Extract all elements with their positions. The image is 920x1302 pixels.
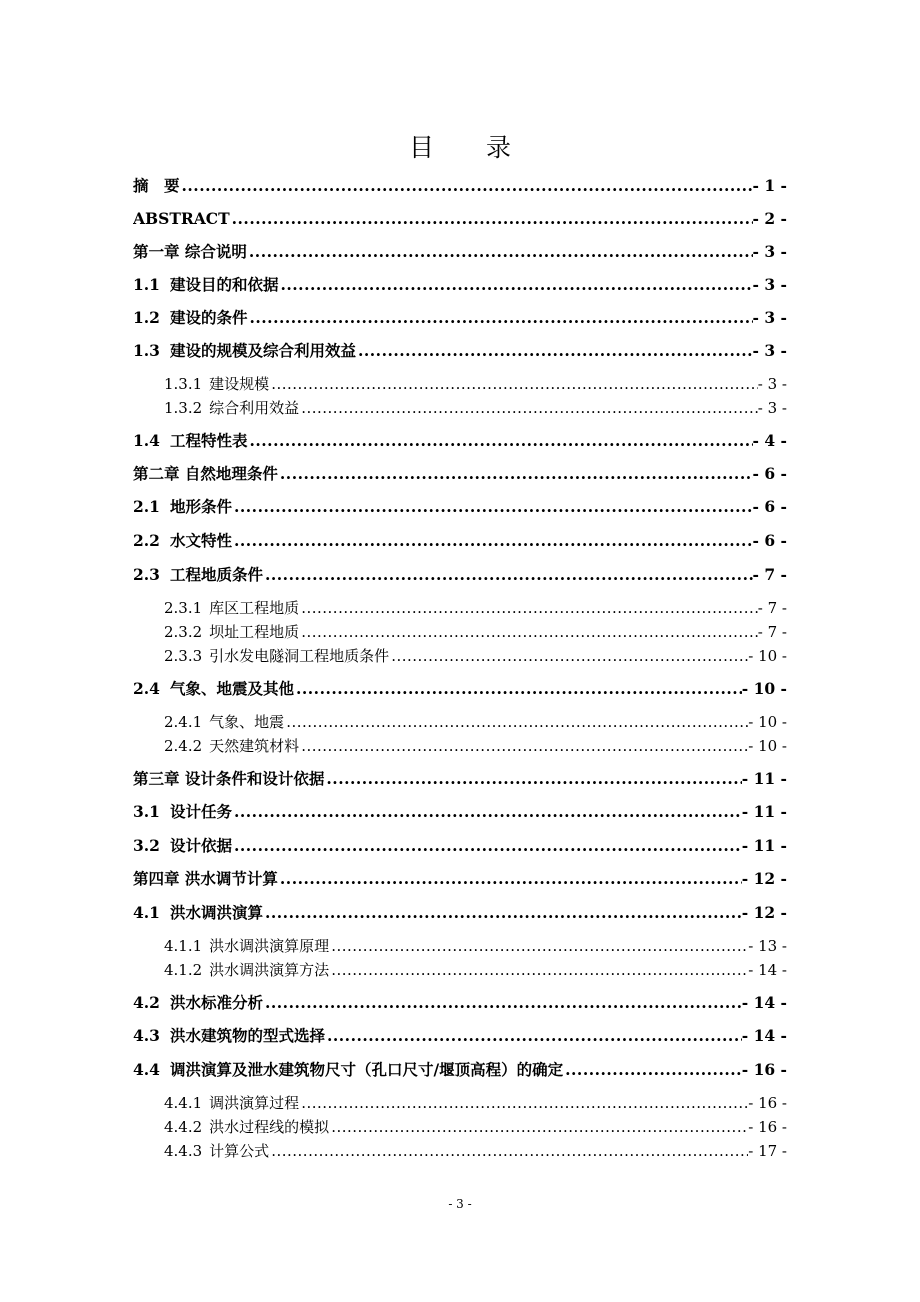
toc-entry-title: 水文特性: [169, 531, 232, 550]
toc-entry-title: 建设的规模及综合利用效益: [169, 341, 356, 360]
toc-dot-leader: [331, 1116, 748, 1138]
toc-dot-leader: [565, 1059, 742, 1081]
toc-dot-leader: [182, 175, 753, 197]
toc-subentry[interactable]: [164, 1092, 787, 1114]
toc-entry-label: [164, 373, 269, 395]
toc-page-number: - 3 -: [757, 375, 787, 393]
toc-subentry[interactable]: [164, 645, 787, 667]
toc-entry-label: [133, 678, 294, 700]
toc-entry[interactable]: [133, 340, 787, 362]
toc-entry-number: 4.4.3: [164, 1142, 203, 1160]
toc-page-number: - 1 -: [752, 176, 787, 195]
toc-entry-title: 综合利用效益: [209, 399, 300, 417]
toc-entry-title: 洪水调洪演算原理: [209, 937, 330, 955]
toc-subentry[interactable]: [164, 373, 787, 395]
toc-entry-number: 1.1: [133, 275, 160, 294]
toc-entry-label: [133, 307, 247, 329]
toc-entry-title: 建设规模: [209, 375, 270, 393]
toc-entry-number: 2.2: [133, 531, 160, 550]
toc-page-number: - 14 -: [741, 1026, 787, 1045]
toc-entry[interactable]: [133, 768, 787, 790]
toc-entry-label: [133, 835, 232, 857]
toc-dot-leader: [271, 1140, 748, 1162]
toc-dot-leader: [234, 530, 753, 552]
toc-entry[interactable]: [133, 241, 787, 263]
toc-page-number: - 3 -: [752, 275, 787, 294]
toc-entry-label: [133, 564, 263, 586]
toc-entry-number: 2.4.2: [164, 737, 203, 755]
toc-entry[interactable]: [133, 1059, 787, 1081]
toc-entry-title: 摘 要: [133, 176, 180, 195]
toc-entry[interactable]: [133, 564, 787, 586]
toc-dot-leader: [249, 307, 752, 329]
toc-entry-title: 洪水调洪演算: [169, 903, 263, 922]
toc-entry-label: [133, 1059, 563, 1081]
toc-entry-title: 设计依据: [169, 836, 232, 855]
toc-entry-label: [133, 208, 230, 230]
toc-entry-title: 工程特性表: [169, 431, 248, 450]
toc-entry-number: 2.3.2: [164, 623, 203, 641]
toc-entry-number: 3.2: [133, 836, 160, 855]
toc-entry-label: [133, 463, 278, 485]
toc-subentry[interactable]: [164, 1140, 787, 1162]
toc-entry-label: [164, 597, 299, 619]
toc-entry-label: [164, 621, 299, 643]
toc-page-number: - 16 -: [748, 1094, 787, 1112]
toc-entry[interactable]: [133, 175, 787, 197]
toc-entry-title: 第二章 自然地理条件: [133, 464, 278, 483]
toc-subentry[interactable]: [164, 935, 787, 957]
toc-dot-leader: [234, 801, 742, 823]
toc-dot-leader: [296, 678, 742, 700]
toc-dot-leader: [280, 868, 742, 890]
toc-dot-leader: [326, 768, 741, 790]
toc-page-number: - 6 -: [752, 497, 787, 516]
toc-entry-label: [133, 241, 247, 263]
toc-entry-number: 1.3: [133, 341, 160, 360]
toc-entry-title: 设计任务: [169, 802, 232, 821]
toc-entry-number: 2.3.3: [164, 647, 203, 665]
toc-entry-label: [164, 1092, 299, 1114]
toc-entry-number: 4.4: [133, 1060, 160, 1079]
toc-entry-title: 建设目的和依据: [169, 275, 279, 294]
toc-entry-label: [133, 902, 263, 924]
toc-entry-label: [133, 430, 247, 452]
toc-page-number: - 10 -: [748, 737, 787, 755]
toc-entry[interactable]: [133, 902, 787, 924]
toc-entry[interactable]: [133, 801, 787, 823]
toc-entry[interactable]: [133, 678, 787, 700]
toc-entry-label: [164, 645, 389, 667]
toc-page-number: - 6 -: [752, 464, 787, 483]
toc-entry-title: 建设的条件: [169, 308, 248, 327]
toc-entry[interactable]: [133, 430, 787, 452]
toc-dot-leader: [301, 597, 758, 619]
toc-page-number: - 2 -: [752, 209, 787, 228]
toc-entry-number: 1.2: [133, 308, 160, 327]
page-number-footer: - 3 -: [448, 1197, 472, 1211]
toc-entry-label: [164, 711, 284, 733]
toc-entry-number: 4.1.1: [164, 937, 203, 955]
toc-entry-label: [133, 1025, 325, 1047]
toc-page-number: - 3 -: [752, 308, 787, 327]
toc-subentry[interactable]: [164, 397, 787, 419]
toc-dot-leader: [249, 241, 753, 263]
toc-entry-label: [164, 1140, 269, 1162]
toc-entry-title: 气象、地震及其他: [169, 679, 294, 698]
toc-entry-title: 第三章 设计条件和设计依据: [133, 769, 325, 788]
toc-page-number: - 3 -: [752, 242, 787, 261]
toc-entry-number: 4.4.2: [164, 1118, 203, 1136]
toc-entry[interactable]: [133, 868, 787, 890]
toc-page-number: - 4 -: [752, 431, 787, 450]
toc-dot-leader: [331, 935, 748, 957]
toc-entry[interactable]: [133, 496, 787, 518]
toc-entry-number: 1.3.1: [164, 375, 203, 393]
toc-subentry[interactable]: [164, 1116, 787, 1138]
toc-entry-label: [164, 1116, 329, 1138]
toc-entry-number: 1.3.2: [164, 399, 203, 417]
toc-page-number: - 12 -: [741, 869, 787, 888]
toc-entry-title: 坝址工程地质: [209, 623, 300, 641]
toc-entry-number: 1.4: [133, 431, 160, 450]
toc-entry-number: 4.4.1: [164, 1094, 203, 1112]
toc-page-number: - 3 -: [752, 341, 787, 360]
toc-entry-label: [133, 175, 180, 197]
toc-page-number: - 3 -: [757, 399, 787, 417]
toc-page-number: - 10 -: [748, 713, 787, 731]
toc-entry-label: [164, 935, 329, 957]
toc-entry-number: 4.1: [133, 903, 160, 922]
toc-entry[interactable]: [133, 307, 787, 329]
toc-entry-label: [164, 735, 299, 757]
toc-dot-leader: [331, 959, 748, 981]
toc-dot-leader: [301, 1092, 748, 1114]
toc-entry-label: [133, 868, 278, 890]
toc-dot-leader: [271, 373, 758, 395]
toc-entry[interactable]: [133, 835, 787, 857]
toc-entry-title: 洪水过程线的模拟: [209, 1118, 330, 1136]
toc-entry-number: 2.4.1: [164, 713, 203, 731]
toc-page-number: - 17 -: [748, 1142, 787, 1160]
toc-entry-title: 调洪演算过程: [209, 1094, 300, 1112]
toc-entry-title: 天然建筑材料: [209, 737, 300, 755]
toc-entry-title: 洪水标准分析: [169, 993, 263, 1012]
toc-entry-title: 调洪演算及泄水建筑物尺寸（孔口尺寸/堰顶高程）的确定: [169, 1060, 564, 1079]
toc-dot-leader: [301, 621, 758, 643]
toc-page-number: - 6 -: [752, 531, 787, 550]
toc-dot-leader: [301, 397, 758, 419]
toc-entry-label: [133, 340, 356, 362]
toc-dot-leader: [265, 902, 742, 924]
toc-entry-title: 计算公式: [209, 1142, 270, 1160]
toc-entry-label: [133, 274, 278, 296]
toc-subentry[interactable]: [164, 735, 787, 757]
toc-page-number: - 13 -: [748, 937, 787, 955]
toc-entry-title: 第四章 洪水调节计算: [133, 869, 278, 888]
toc-entry-title: 气象、地震: [209, 713, 285, 731]
toc-page-number: - 12 -: [741, 903, 787, 922]
toc-subentry[interactable]: [164, 959, 787, 981]
toc-dot-leader: [249, 430, 752, 452]
toc-dot-leader: [234, 835, 742, 857]
toc-dot-leader: [286, 711, 748, 733]
toc-page-number: - 11 -: [741, 802, 787, 821]
toc-page-number: - 14 -: [748, 961, 787, 979]
toc-entry[interactable]: [133, 274, 787, 296]
page-title: 目 录: [409, 133, 533, 162]
toc-dot-leader: [265, 564, 753, 586]
toc-page-number: - 11 -: [741, 769, 787, 788]
toc-entry-title: 地形条件: [169, 497, 232, 516]
toc-dot-leader: [327, 1025, 742, 1047]
toc-entry[interactable]: [133, 208, 787, 230]
toc-entry-label: [133, 768, 324, 790]
toc-entry[interactable]: [133, 530, 787, 552]
toc-page-number: - 7 -: [752, 565, 787, 584]
toc-page-number: - 16 -: [741, 1060, 787, 1079]
toc-entry-label: [133, 530, 232, 552]
toc-page-number: - 11 -: [741, 836, 787, 855]
toc-dot-leader: [232, 208, 753, 230]
toc-dot-leader: [301, 735, 748, 757]
toc-dot-leader: [391, 645, 748, 667]
toc-entry-number: 4.3: [133, 1026, 160, 1045]
toc-entry-title: 洪水建筑物的型式选择: [169, 1026, 325, 1045]
toc-entry-number: 2.1: [133, 497, 160, 516]
toc-entry-label: [164, 959, 329, 981]
toc-entry-title: 引水发电隧洞工程地质条件: [209, 647, 390, 665]
toc-entry-label: [133, 992, 263, 1014]
toc-entry-label: [164, 397, 299, 419]
toc-dot-leader: [280, 274, 752, 296]
toc-entry-number: 2.4: [133, 679, 160, 698]
toc-page-number: - 10 -: [748, 647, 787, 665]
toc-entry-title: 工程地质条件: [169, 565, 263, 584]
toc-subentry[interactable]: [164, 597, 787, 619]
toc-entry[interactable]: [133, 463, 787, 485]
toc-entry-number: 2.3: [133, 565, 160, 584]
toc-page-number: - 16 -: [748, 1118, 787, 1136]
toc-dot-leader: [280, 463, 753, 485]
toc-subentry[interactable]: [164, 711, 787, 733]
toc-entry-label: [133, 496, 232, 518]
toc-page-number: - 7 -: [757, 623, 787, 641]
toc-page-number: - 7 -: [757, 599, 787, 617]
toc-entry-title: ABSTRACT: [133, 209, 230, 228]
toc-entry-label: [133, 801, 232, 823]
toc-entry-number: 2.3.1: [164, 599, 203, 617]
toc-dot-leader: [265, 992, 742, 1014]
toc-entry-title: 第一章 综合说明: [133, 242, 247, 261]
toc-entry[interactable]: [133, 1025, 787, 1047]
toc-dot-leader: [234, 496, 753, 518]
toc-entry-number: 4.2: [133, 993, 160, 1012]
toc-entry-number: 4.1.2: [164, 961, 203, 979]
toc-entry-title: 库区工程地质: [209, 599, 300, 617]
toc-subentry[interactable]: [164, 621, 787, 643]
toc-entry[interactable]: [133, 992, 787, 1014]
toc-dot-leader: [358, 340, 753, 362]
toc-entry-number: 3.1: [133, 802, 160, 821]
toc-entry-title: 洪水调洪演算方法: [209, 961, 330, 979]
toc-page-number: - 14 -: [741, 993, 787, 1012]
toc-page-number: - 10 -: [741, 679, 787, 698]
